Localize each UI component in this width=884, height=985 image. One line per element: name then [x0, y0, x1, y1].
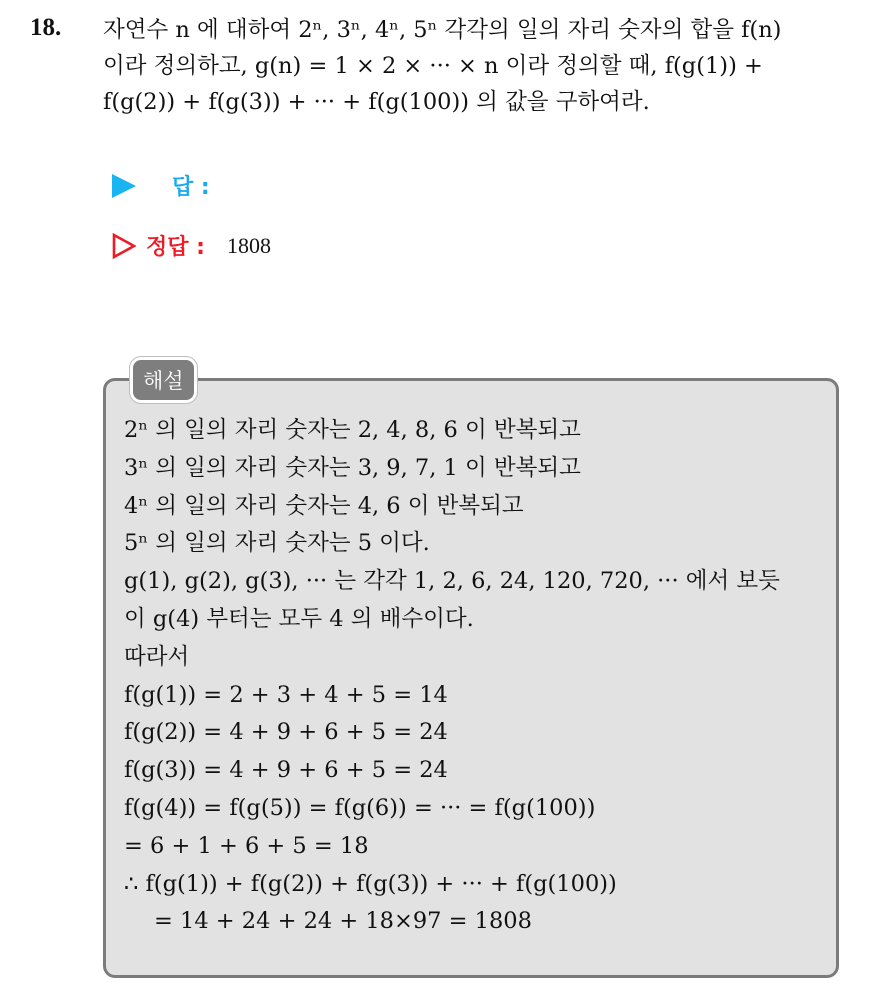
solution-line: 2ⁿ 의 일의 자리 숫자는 2, 4, 8, 6 이 반복되고 [124, 417, 581, 443]
correct-answer-value: 1808 [226, 232, 271, 258]
solution-badge: 해설 [130, 357, 197, 403]
solution-line: 5ⁿ 의 일의 자리 숫자는 5 이다. [124, 530, 430, 557]
solution-line: 4ⁿ 의 일의 자리 숫자는 4, 6 이 반복되고 [124, 492, 524, 519]
solution-line: f(g(1)) = 2 + 3 + 4 + 5 = 14 [124, 681, 448, 708]
problem-statement [103, 12, 873, 120]
solution-line: g(1), g(2), g(3), ··· 는 각각 1, 2, 6, 24, 120, 720, ··· 에서 보듯 [124, 568, 780, 595]
answer-label: 답 : [172, 175, 210, 200]
solution-line: f(g(4)) = f(g(5)) = f(g(6)) = ··· = f(g(100)) [124, 794, 596, 821]
correct-answer-row [112, 230, 271, 261]
solution-line: = 14 + 24 + 24 + 18×97 = 1808 [154, 908, 532, 935]
solution-text [124, 412, 834, 941]
problem-line-2: 이라 정의하고, g(n) = 1 × 2 × ··· × n 이라 정의할 때, f(g(1)) + [103, 53, 763, 79]
correct-answer-label: 정답 : [146, 235, 205, 260]
solution-line: 따라서 [124, 643, 190, 670]
solution-line: ∴ f(g(1)) + f(g(2)) + f(g(3)) + ··· + f(g(100)) [124, 870, 617, 897]
problem-line-1: 자연수 n 에 대하여 2ⁿ, 3ⁿ, 4ⁿ, 5ⁿ 각각의 일의 자리 숫자의 합을 f(n) [103, 17, 782, 43]
problem-line-3: f(g(2)) + f(g(3)) + ··· + f(g(100)) 의 값을 구하여라. [103, 89, 650, 115]
problem-number: 18. [30, 14, 62, 41]
answer-row [112, 170, 210, 201]
solution-line: 이 g(4) 부터는 모두 4 의 배수이다. [124, 605, 474, 632]
outline-triangle-icon [112, 233, 136, 259]
solution-line: = 6 + 1 + 6 + 5 = 18 [124, 832, 369, 859]
solution-line: f(g(3)) = 4 + 9 + 6 + 5 = 24 [124, 757, 448, 784]
solution-line: f(g(2)) = 4 + 9 + 6 + 5 = 24 [124, 719, 448, 746]
solution-line: 3ⁿ 의 일의 자리 숫자는 3, 9, 7, 1 이 반복되고 [124, 454, 581, 481]
filled-triangle-icon [112, 174, 136, 198]
